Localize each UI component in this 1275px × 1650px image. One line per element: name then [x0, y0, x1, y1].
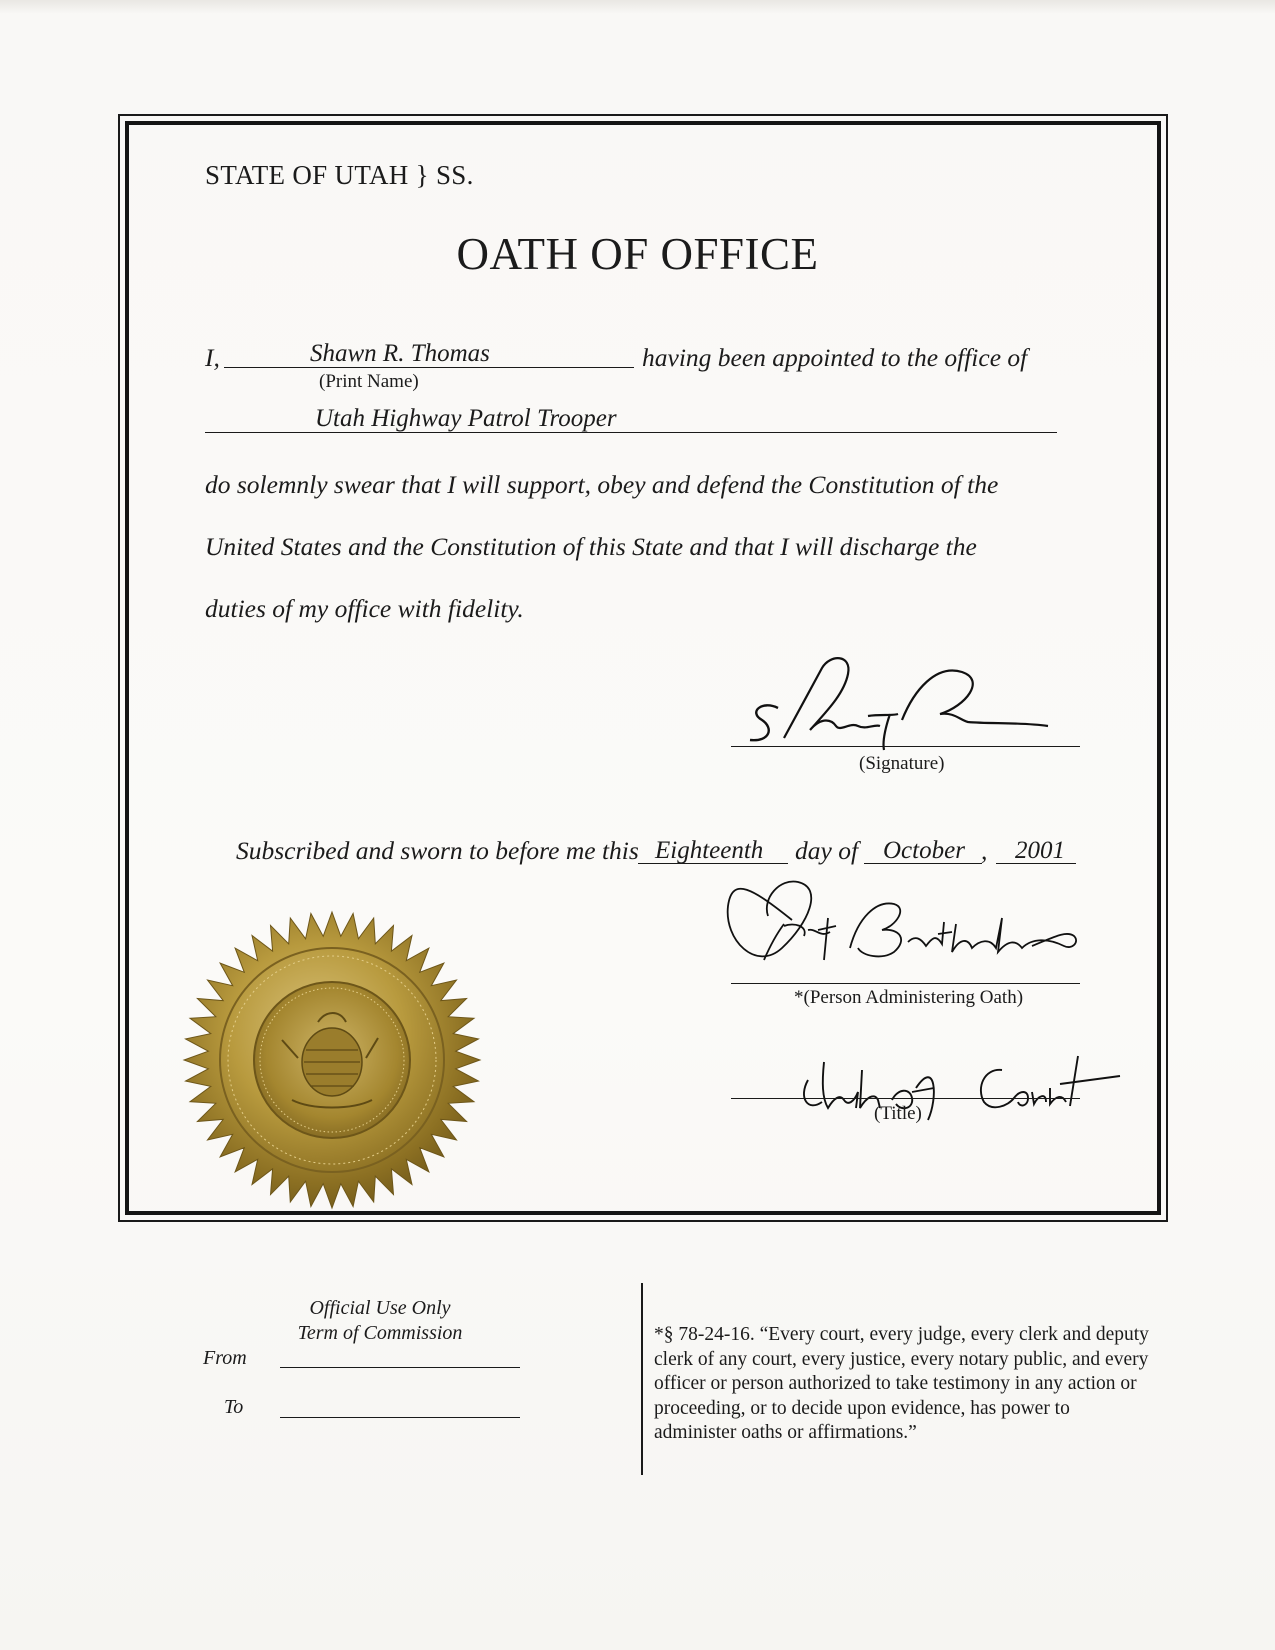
from-input-line[interactable] [280, 1367, 520, 1368]
oath-line-2: United States and the Constitution of this State and that I will discharge the [205, 532, 977, 561]
title-label: (Title) [874, 1103, 922, 1124]
signature-label: (Signature) [859, 753, 945, 774]
title-line [731, 1098, 1080, 1099]
statute-footnote: *§ 78-24-16. “Every court, every judge, every clerk and deputy clerk of any court, every justice, every notary public, and every officer or person authorized to take testimony in any action or proceeding, or to decide upon evidence, has power to administer oaths or affirmations.” [654, 1324, 1149, 1443]
state-seal-emblem [182, 910, 482, 1210]
print-name-label: (Print Name) [319, 371, 419, 392]
sworn-prefix: Subscribed and sworn to before me this [236, 836, 639, 865]
sworn-comma: , [981, 836, 988, 865]
signature-line [731, 746, 1080, 747]
from-label: From [203, 1347, 247, 1369]
administrator-signature [712, 868, 1132, 993]
to-input-line[interactable] [280, 1417, 520, 1418]
state-heading: STATE OF UTAH } SS. [205, 160, 474, 190]
office-value: Utah Highway Patrol Trooper [315, 405, 617, 432]
oath-line-1: do solemnly swear that I will support, obey and defend the Constitution of the [205, 470, 999, 499]
administrator-label: *(Person Administering Oath) [794, 987, 1024, 1008]
to-label: To [224, 1396, 244, 1418]
oath-taker-signature [740, 650, 1060, 765]
administrator-signature-line [731, 983, 1080, 984]
oath-prefix: I, [205, 343, 220, 372]
document-title: OATH OF OFFICE [456, 229, 819, 279]
appointed-text: having been appointed to the office of [642, 343, 1028, 372]
sworn-year-value: 2001 [1015, 837, 1065, 864]
term-of-commission-heading: Term of Commission [297, 1322, 463, 1344]
official-use-heading: Official Use Only [309, 1297, 451, 1319]
title-signature [788, 1028, 1138, 1133]
sworn-day-value: Eighteenth [655, 837, 764, 864]
day-of-text: day of [795, 836, 859, 865]
sworn-month-value: October [883, 837, 965, 864]
section-divider [641, 1283, 643, 1475]
oath-line-3: duties of my office with fidelity. [205, 594, 524, 623]
print-name-value: Shawn R. Thomas [310, 340, 490, 367]
